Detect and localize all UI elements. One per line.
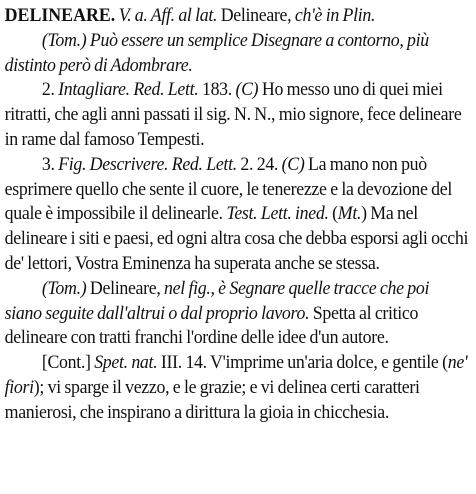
- source-title: Test. Lett. ined.: [226, 203, 329, 225]
- citation-text: ) Ma nel delineare i siti e paesi, ed ogni altra cosa che debba esporsi agli occhi de' lettori, Vostra Eminenza ha superata anche se stessa.: [4, 203, 469, 274]
- sense-number: 3.: [41, 153, 59, 175]
- tommaseo-note: [5, 29, 469, 79]
- term: Delineare,: [86, 277, 165, 299]
- sense-gloss: Fig. Descrivere. Red. Lett.: [58, 153, 237, 175]
- sense-gloss: Intagliare. Red. Lett.: [58, 79, 199, 101]
- paren-open: (: [328, 203, 338, 225]
- sense-3: [5, 153, 469, 277]
- example-text: Spetta al critico delineare con tratti franchi l'ordine delle idee d'un autore.: [4, 302, 419, 349]
- source-note: ch'è in Plin.: [294, 5, 376, 26]
- headword: DELINEARE.: [4, 5, 116, 26]
- citation-mark: (C): [281, 153, 305, 175]
- sense-2: [5, 78, 469, 152]
- citation-text: III. 14. V'imprime un'aria dolce, e gentile (: [157, 352, 448, 374]
- citation-text: La mano non può esprimere quello che sente il cuore, le tenerezze e la devozione del quale è impossibile il delinearle.: [4, 153, 452, 225]
- continuation-note: [5, 351, 469, 425]
- citation-text: Ho messo uno di quei miei ritratti, che agli anni passati il sig. N. N., mio signore, fece delineare in rame dal famoso Tempesti.: [4, 79, 462, 150]
- grammar-note: V. a. Aff. al lat.: [118, 5, 218, 26]
- source-title: Spet. nat.: [94, 352, 158, 374]
- figurative-gloss: nel fig., è Segnare quelle tracce che poi siano seguite dall'altrui o dal proprio lavoro.: [4, 277, 430, 324]
- inline-italic: ne' fiori: [4, 352, 468, 398]
- source-mark: Mt.: [337, 203, 362, 225]
- entry-definition: [5, 4, 469, 29]
- citation-text: ); vi sparge il vezzo, e le grazie; e vi delinea certi caratteri manierosi, che inspirano a dirittura la gioia in chicchesia.: [4, 376, 420, 423]
- citation-ref: 183.: [198, 79, 236, 101]
- citation-ref: 2. 24.: [236, 153, 282, 175]
- sense-number: 2.: [41, 79, 59, 101]
- figurative-note: [5, 277, 469, 351]
- cont-mark: [Cont.]: [41, 352, 95, 374]
- tommaseo-text: (Tom.) Può essere un semplice Disegnare a contorno, più distinto però di Adombrare.: [4, 29, 429, 76]
- citation-mark: (C): [235, 79, 259, 101]
- tommaseo-mark: (Tom.): [41, 277, 87, 299]
- definition-text: Delineare,: [217, 5, 295, 26]
